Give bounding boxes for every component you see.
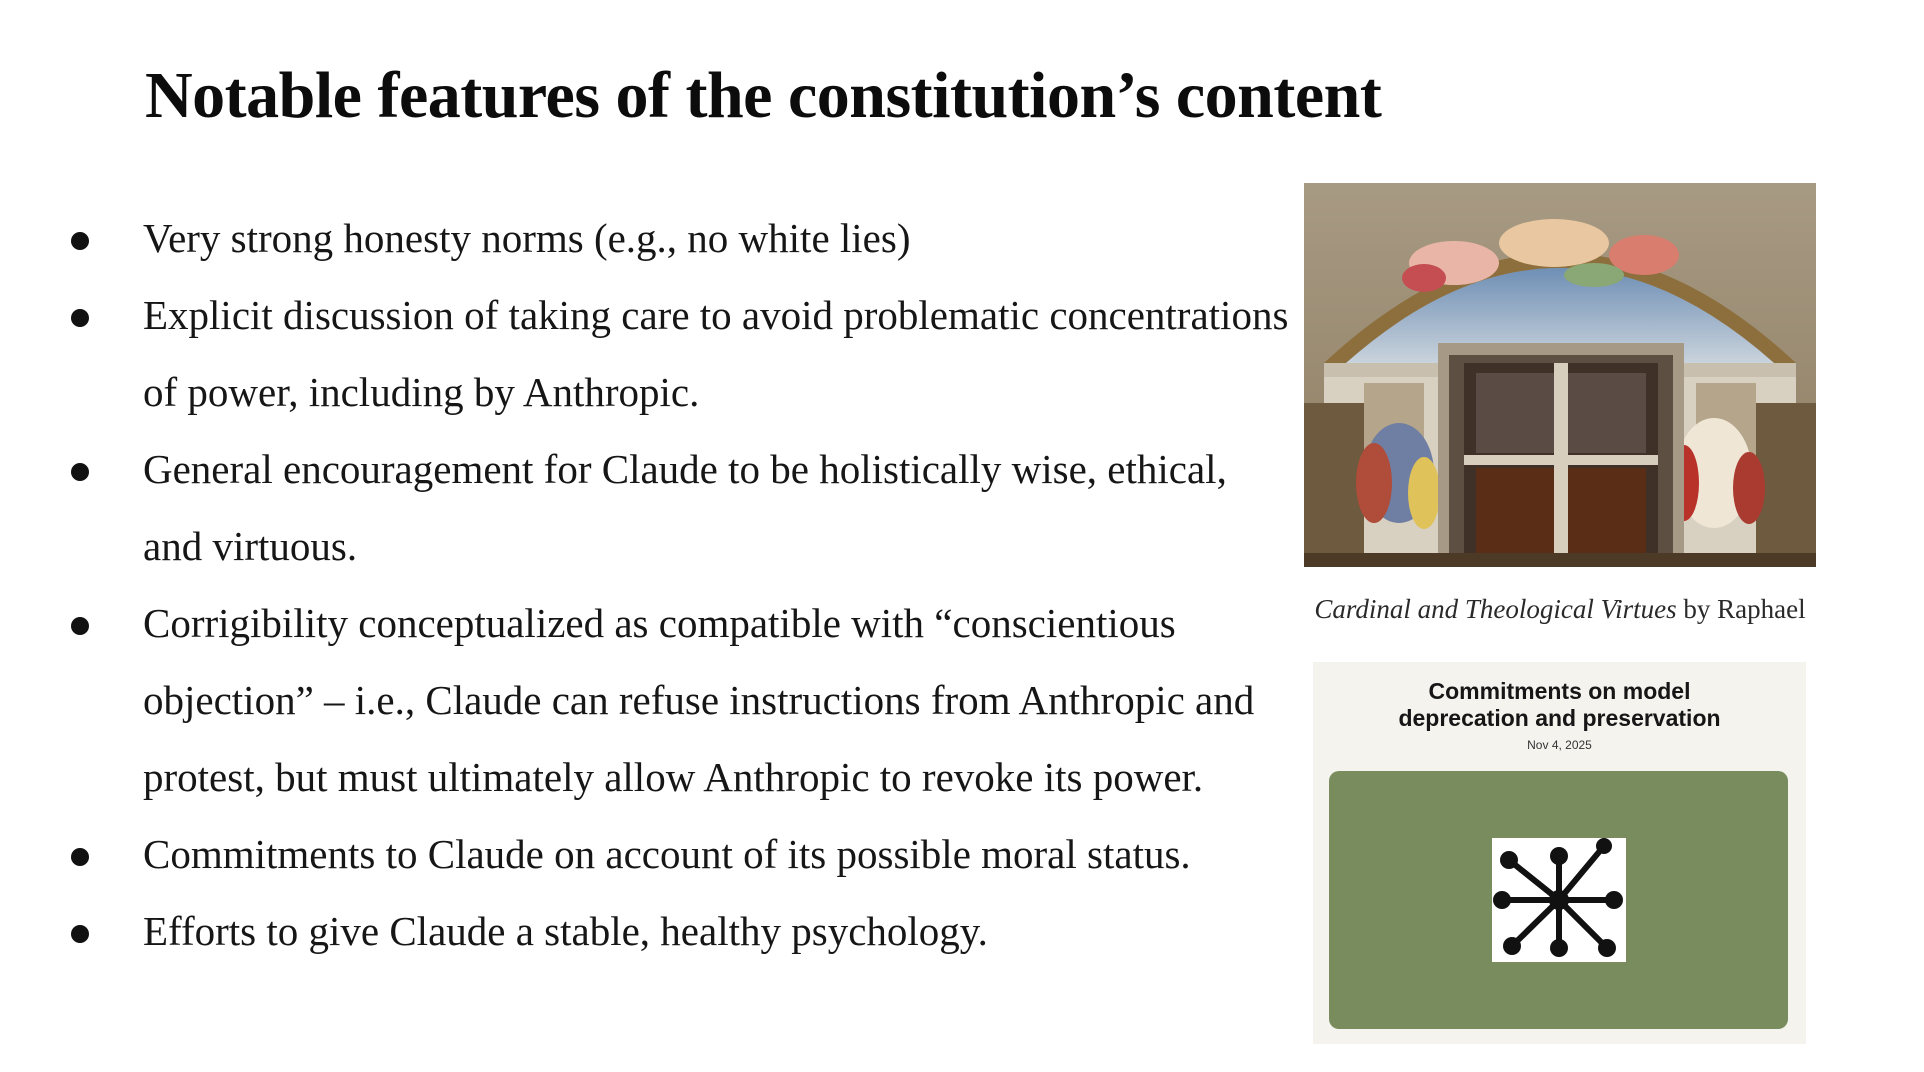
bullet-item [0,200,1290,277]
fresco-image [1304,183,1816,567]
bullet-list [0,200,1290,970]
bullet-item [0,816,1290,893]
card-date: Nov 4, 2025 [1527,738,1592,752]
blog-post-card [1313,662,1806,1044]
bullet-item [0,585,1290,816]
bullet-text: Very strong honesty norms (e.g., no white lies) [143,215,911,261]
fresco-caption [1304,594,1816,625]
bullet-dot-icon [71,232,89,250]
bullet-text: Commitments to Claude on account of its possible moral status. [143,831,1191,877]
bullet-dot-icon [71,848,89,866]
bullet-item [0,277,1290,431]
card-title [1313,678,1806,732]
fresco-illustration [1304,183,1816,567]
bullet-dot-icon [71,617,89,635]
slide-title: Notable features of the constitution’s content [145,59,1382,132]
bullet-item [0,893,1290,970]
bullet-text: Explicit discussion of taking care to avoid problematic concentrations of power, including by Anthropic. [143,292,1289,415]
caption-title: Cardinal and Theological Virtues [1314,594,1677,624]
card-title-line: deprecation and preservation [1398,705,1721,731]
bullet-dot-icon [71,463,89,481]
bullet-dot-icon [71,309,89,327]
network-node-icon [1492,838,1626,962]
bullet-text: General encouragement for Claude to be holistically wise, ethical, and virtuous. [143,446,1227,569]
caption-artist: by Raphael [1676,594,1806,624]
bullet-text: Corrigibility conceptualized as compatible with “conscientious objection” – i.e., Claude can refuse instructions from Anthropic and protest, but must ultimately allow Anthropic to revoke its power. [143,600,1255,800]
card-title-line: Commitments on model [1428,678,1691,704]
card-illustration-panel [1329,771,1788,1029]
bullet-dot-icon [71,925,89,943]
bullet-text: Efforts to give Claude a stable, healthy psychology. [143,908,988,954]
bullet-item [0,431,1290,585]
